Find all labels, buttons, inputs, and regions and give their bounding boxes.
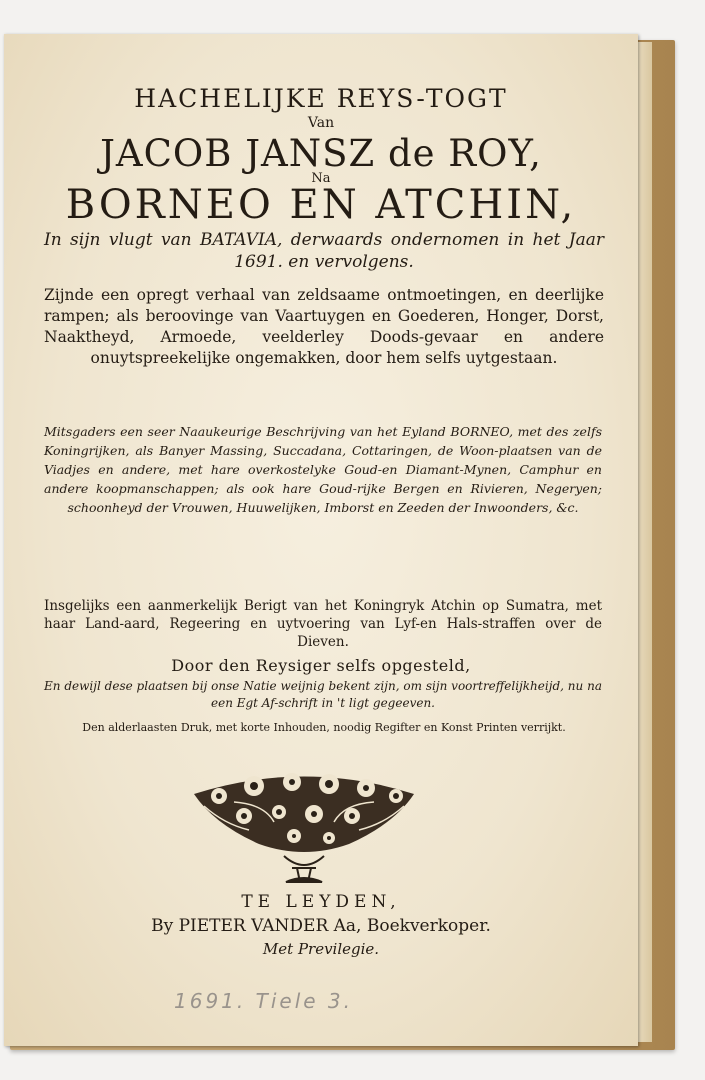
subtitle: In sijn vlugt van BATAVIA, derwaards ondernomen in het Jaar 1691. en vervolgens. (44, 230, 604, 272)
title-line-2: Van (307, 115, 335, 131)
atchin-paragraph: Insgelijks een aanmerkelijk Berigt van het Koningryk Atchin op Sumatra, met haar Land-aard, Regeering en uytvoering van Lyf-en Hals-straffen over de Dieven. (44, 598, 602, 650)
title-line-1: HACHELIJKE REYS-TOGT (134, 84, 508, 113)
edition-note: Den alderlaasten Druk, met korte Inhouden, noodig Regifter en Konst Printen verrijkt. (82, 721, 566, 734)
privilege-line: Met Previlegie. (262, 940, 380, 958)
description: Zijnde een opregt verhaal van zeldsaame ontmoetingen, en deerlijke rampen; als beroovinge van Vaartuygen en Goederen, Honger, Dorst, Naaktheyd, Armoede, veelderley Doods-gevaar en andere onuytspreekelijke ongemakken, door hem selfs uytgestaan. (44, 286, 604, 367)
flower-basket-woodcut-icon (174, 764, 434, 889)
author-name: JACOB JANSZ de ROY, (100, 132, 542, 175)
reason-paragraph: En dewijl dese plaatsen bij onse Natie weijnig bekent zijn, om sijn voortreffelijkheijd, nu na een Egt Af-schrift in 't ligt gegeeven. (44, 679, 602, 710)
imprint-printer: By PIETER VANDER Aa, Boekverkoper. (151, 916, 491, 936)
contents-paragraph: Mitsgaders een seer Naaukeurige Beschrijving van het Eyland BORNEO, met des zelfs Koningrijken, als Banyer Massing, Succadana, Cottaringen, de Woon-plaatsen van de Viadjes en andere, met hare overkostelyke Goud-en Diamant-Mynen, Camphur en andere koopmanschappen; als ook hare Goud-rijke Bergen en Rivieren, Negeryen; schoonheyd der Vrouwen, Huuwelijken, Imborst en Zeeden der Inwoonders, &c. (44, 424, 602, 515)
imprint-place: TE LEYDEN, (241, 892, 401, 912)
destination-title: BORNEO EN ATCHIN, (65, 182, 577, 228)
pencil-annotation: 1691. Tiele 3. (174, 989, 353, 1013)
title-line-4: Na (311, 171, 331, 186)
title-page (4, 34, 638, 1046)
author-line: Door den Reysiger selfs opgesteld, (171, 656, 471, 675)
page-edges (636, 42, 652, 1042)
